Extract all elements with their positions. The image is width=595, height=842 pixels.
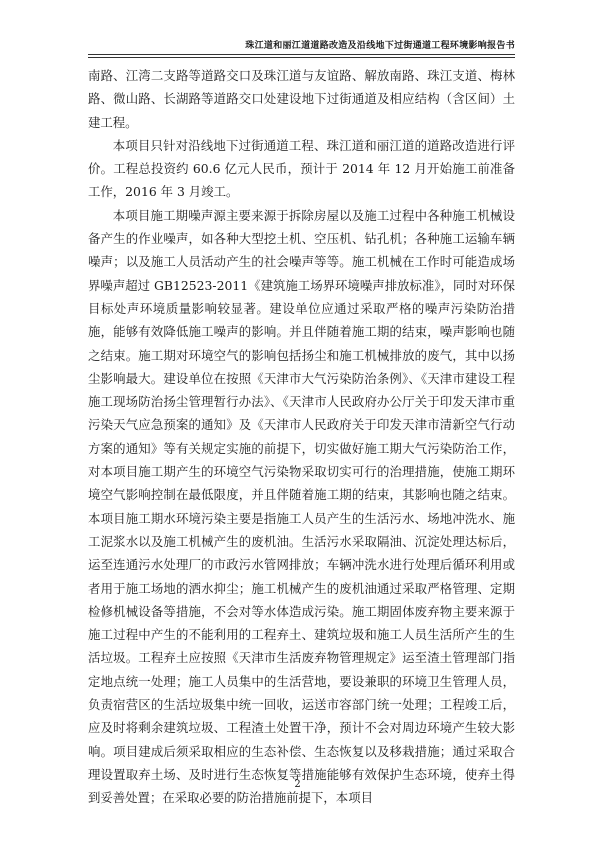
paragraph: 本项目施工期噪声源主要来源于拆除房屋以及施工过程中各种施工机械设备产生的作业噪声，如各种大型挖土机、空压机、钻孔机；各种施工运输车辆噪声；以及施工人员活动产生的社会噪声等等。施工机械在工作时可能造成场界噪声超过 GB12523-2011《建筑施工场界环境噪声排放标准》，同时对环保目标处声环境质量影响较显著。建设单位应通过采取严格的噪声污染防治措施，能够有效降低施工噪声的影响。并且伴随着施工期的结束，噪声影响也随之结束。施工期对环境空气的影响包括扬尘和施工机械排放的废气，其中以扬尘影响最大。建设单位在按照《天津市大气污染防治条例》、《天津市建设工程施工现场防治扬尘管理暂行办法》、《天津市人民政府办公厅关于印发天津市重污染天气应急预案的通知》及《天津市人民政府关于印发天津市清新空气行动方案的通知》等有关规定实施的前提下，切实做好施工期大气污染防治工作，对本项目施工期产生的环境空气污染物采取切实可行的治理措施，使施工期环境空气影响控制在最低限度，并且伴随着施工期的结束，其影响也随之结束。本项目施工期水环境污染主要是指施工人员产生的生活污水、场地冲洗水、施工泥浆水以及施工机械产生的废机油。生活污水采取隔油、沉淀处理达标后，运至连通污水处理厂的市政污水管网排放；车辆冲洗水进行处理后循环利用或者用于施工场地的洒水抑尘；施工机械产生的废机油通过采取严格管理、定期检修机械设备等措施，不会对等水体造成污染。施工期固体废弃物主要来源于施工过程中产生的不能利用的工程弃土、建筑垃圾和施工人员生活所产生的生活垃圾。工程弃土应按照《天津市生活废弃物管理规定》运至渣土管理部门指定地点统一处理；施工人员集中的生活营地，要设兼职的环境卫生管理人员，负责宿营区的生活垃圾集中统一回收，运送市容部门统一处理；工程竣工后，应及时将剩余建筑垃圾、工程渣土处置干净，预计不会对周边环境产生较大影响。项目建成后须采取相应的生态补偿、生态恢复以及移栽措施；通过采取合理设置取弃土场、及时进行生态恢复等措施能够有效保护生态环境，使弃土得到妥善处置；在采取必要的防治措施前提下，本项目 — [88, 207, 515, 806]
document-body — [88, 64, 515, 810]
page-number: 2 — [294, 779, 301, 790]
paragraph: 南路、江湾二支路等道路交口及珠江道与友谊路、解放南路、珠江支道、梅林路、微山路、长湖路等道路交口处建设地下过街通道及相应结构（含区间）土建工程。 — [88, 68, 515, 130]
paragraph: 本项目只针对沿线地下过街通道工程、珠江道和丽江道的道路改造进行评价。工程总投资约 60.6 亿元人民币，预计于 2014 年 12 月开始施工前准备工作，2016 年 3 月竣工。 — [88, 137, 515, 200]
page-header: 珠江道和丽江道道路改造及沿线地下过街通道工程环境影响报告书 — [88, 38, 515, 55]
